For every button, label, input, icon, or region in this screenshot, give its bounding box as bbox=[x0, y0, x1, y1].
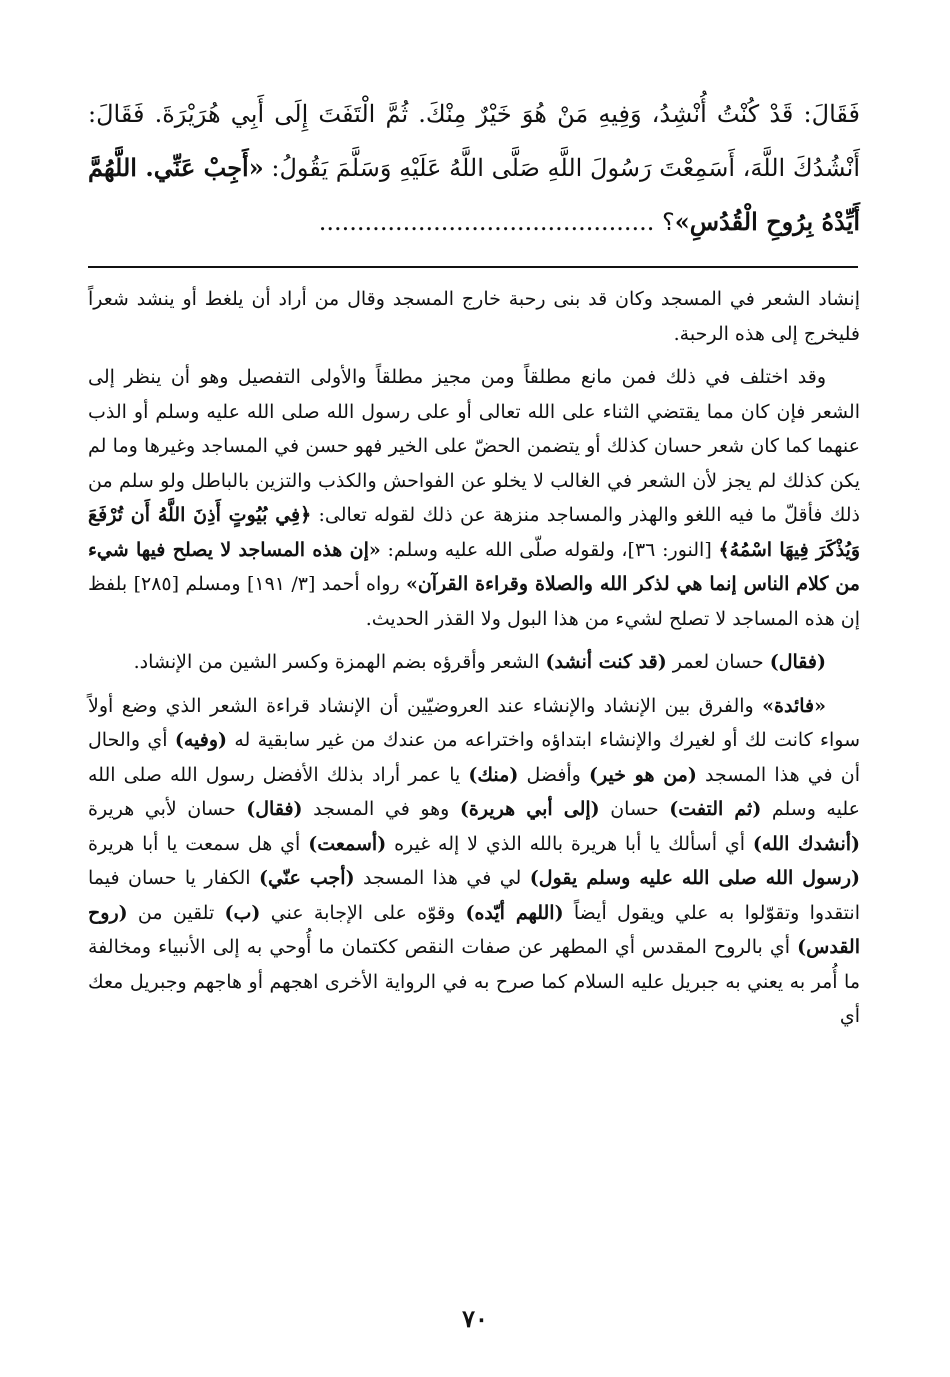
text-segment: وقوّه على الإجابة عني bbox=[260, 901, 466, 924]
bold-term: (رسول الله صلى الله عليه وسلم يقول) bbox=[529, 867, 860, 889]
bold-term: (وفيه) bbox=[174, 729, 228, 751]
bold-term: (ثم التفت) bbox=[669, 798, 762, 820]
bold-term: (قد كنت أنشد) bbox=[545, 651, 667, 673]
hadith-dots: ............................................ bbox=[318, 208, 655, 236]
hadith-quote: «إن هذه المساجد لا يصلح فيها شيء من كلام الناس إنما هي لذكر الله والصلاة وقراءة القرآن» bbox=[88, 538, 860, 595]
text-segment: أي والحال أن في هذا المسجد bbox=[88, 729, 861, 786]
hadith-text bbox=[88, 88, 860, 249]
bold-term: (أنشدك الله) bbox=[752, 832, 860, 855]
section-divider bbox=[88, 266, 858, 268]
commentary bbox=[88, 282, 860, 1043]
bold-term: (منك) bbox=[468, 763, 519, 786]
hadith-quote: «أَجِبْ عَنِّي. اللَّهُمَّ أَيِّدْهُ بِرُوحِ الْقُدُسِ» bbox=[88, 153, 860, 236]
bold-term: (ب) bbox=[224, 901, 261, 924]
text-segment: أي هل سمعت يا أبا هريرة bbox=[88, 832, 309, 855]
bold-term: «فائدة» bbox=[762, 694, 826, 717]
hadith-ending: ؟ bbox=[662, 208, 675, 236]
bold-term: (من هو خير) bbox=[589, 763, 697, 786]
text-segment: وهو في المسجد bbox=[302, 798, 460, 820]
hadith-text-intro: فَقَالَ: قَدْ كُنْتُ أُنْشِدُ، وَفِيهِ مَنْ هُوَ خَيْرٌ مِنْكَ. ثُمَّ الْتَفَتَ إِلَى أَبِي هُرَيْرَةَ. فَقَالَ: أَنْشُدُكَ اللَّهَ، أَسَمِعْتَ رَسُولَ اللَّهِ صَلَّى اللَّهُ عَلَيْهِ وَسَلَّمَ يَقُولُ: bbox=[88, 100, 860, 182]
text-segment: أي أسألك يا أبا هريرة بالله الذي لا إله غيره bbox=[386, 832, 753, 855]
bold-term: (روح القدس) bbox=[88, 901, 860, 958]
page-number: ٧٠ bbox=[462, 1304, 488, 1333]
text-segment: وقد اختلف في ذلك فمن مانع مطلقاً ومن مجيز مطلقاً والأولى التفصيل وهو أن ينظر إلى الشعر فإن كان مما يقتضي الثناء على الله تعالى أو على رسول الله صلى الله عليه وسلم أو الذب عنهما كما كان شعر حسان كذلك أو يتضمن الحضّ على الخير فهو حسن في المساجد وغيرها وما لم يكن كذلك لم يجز لأن الشعر في الغالب لا يخلو عن الفواحش والكذب والتزين بالباطل ولو سلم من ذلك فأقلّ ما فيه اللغو والهذر والمساجد منزهة عن ذلك لقوله تعالى: bbox=[88, 366, 860, 526]
text-segment: رواه أحمد [٣/ ١٩١] ومسلم [٢٨٥] بلفظ إن هذه المساجد لا تصلح لشيء من هذا البول ولا القذر الحديث. bbox=[88, 573, 860, 630]
text-segment: [النور: ٣٦]، ولقوله صلّى الله عليه وسلم: bbox=[380, 538, 719, 561]
text-segment: وأفضل bbox=[518, 763, 589, 786]
text-segment: أي بالروح المقدس أي المطهر عن صفات النقص ككتمان ما أُوحي به إلى الأنبياء ومخالفة ما أُمر به يعني به جبريل عليه السلام كما صرح به في الرواية الأخرى اهجهم أو هاجهم وجبريل معك أي bbox=[88, 936, 860, 1027]
text-segment: حسان bbox=[599, 798, 670, 820]
bold-term: (إلى أبي هريرة) bbox=[459, 798, 600, 820]
text-segment: يا عمر أراد بذلك الأفضل رسول الله صلى الله عليه وسلم bbox=[88, 763, 860, 820]
bold-term: (فقال) bbox=[769, 651, 826, 673]
text-segment: الكفار يا حسان فيما انتقدوا وتقوّلوا به علي ويقول أيضاً bbox=[88, 867, 860, 924]
text-segment: تلقين من bbox=[127, 901, 225, 924]
bold-term: (فقال) bbox=[246, 798, 303, 820]
hadith-block bbox=[88, 88, 860, 249]
bold-term: (أسمعت) bbox=[308, 832, 387, 855]
commentary-paragraph-3 bbox=[88, 645, 860, 680]
commentary-paragraph-2 bbox=[88, 360, 860, 636]
bold-term: (اللهم أيّده) bbox=[465, 901, 564, 924]
text-segment: والفرق بين الإنشاد والإنشاء عند العروضيّين أن الإنشاد قراءة الشعر الذي وضع أولاً سواء كانت لك أو لغيرك والإنشاء ابتداؤه واختراعه من عندك من غير سابقية له bbox=[88, 694, 860, 751]
bold-term: (أجب عنّي) bbox=[258, 867, 355, 889]
commentary-paragraph-1: إنشاد الشعر في المسجد وكان قد بنى رحبة خارج المسجد وقال من أراد أن يلغط أو ينشد شعراً فليخرج إلى هذه الرحبة. bbox=[88, 288, 860, 345]
text-segment: لي في هذا المسجد bbox=[354, 867, 530, 889]
commentary-paragraph-4 bbox=[88, 689, 860, 1034]
text-segment: حسان لعمر bbox=[666, 651, 770, 673]
quran-verse: ﴿فِي بُيُوتٍ أَذِنَ اللَّهُ أَن تُرْفَعَ وَيُذْكَرَ فِيهَا اسْمُهُ﴾ bbox=[88, 504, 861, 561]
text-segment: الشعر وأقرؤه بضم الهمزة وكسر الشين من الإنشاد. bbox=[133, 651, 546, 673]
text-segment: حسان لأبي هريرة bbox=[88, 798, 247, 820]
